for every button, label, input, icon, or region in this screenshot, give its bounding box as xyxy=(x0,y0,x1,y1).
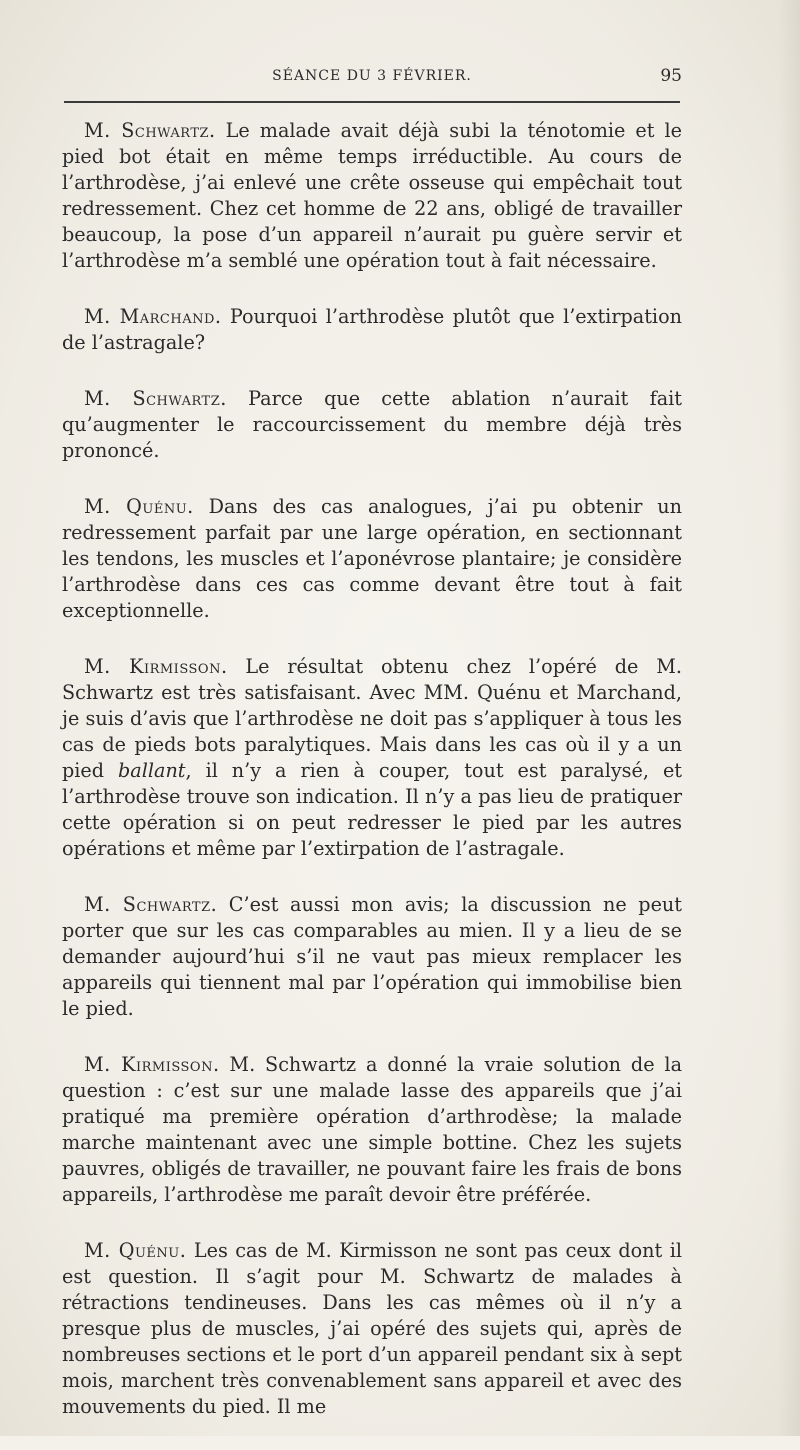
paragraph-schwartz-2 xyxy=(62,386,682,464)
speaker-name: M. Schwartz. xyxy=(84,119,216,142)
paragraph-quenu-1 xyxy=(62,494,682,624)
paragraph-kirmisson-2 xyxy=(62,1052,682,1208)
page-number: 95 xyxy=(660,66,682,86)
paragraph-schwartz-1 xyxy=(62,118,682,274)
paragraph-text: Les cas de M. Kirmisson ne sont pas ceux dont il est question. Il s’agit pour M. Schwartz de malades à rétractions tendineuses. Dans les cas mêmes où il n’y a presque plus de muscles, j’ai opéré des sujets qui, après de nombreuses sections et le port d’un appareil pendant six à sept mois, marchent très convenablement sans appareil et avec des mouvements du pied. Il me xyxy=(62,1239,683,1418)
page-header xyxy=(62,68,682,92)
speaker-name: M. Quénu. xyxy=(84,495,194,518)
running-head: SÉANCE DU 3 FÉVRIER. xyxy=(272,68,472,84)
speaker-name: M. Marchand. xyxy=(84,305,222,328)
body-text xyxy=(62,118,682,1450)
speaker-name: M. Kirmisson. xyxy=(84,1053,220,1076)
paragraph-text: M. Schwartz a donné la vraie solution de la question : c’est sur une malade lasse des appareils que j’ai pratiqué ma première opération d’arthrodèse; la malade marche maintenant avec une simple bottine. Chez les sujets pauvres, obligés de travailler, ne pouvant faire les frais de bons appareils, l’arthrodèse me paraît devoir être préférée. xyxy=(62,1053,683,1206)
speaker-name: M. Schwartz. xyxy=(84,893,218,916)
paragraph-schwartz-3 xyxy=(62,892,682,1022)
speaker-name: M. Kirmisson. xyxy=(84,655,228,678)
paragraph-text: Parce que cette ablation n’aurait fait qu’augmenter le raccourcissement du membre déjà très prononcé. xyxy=(62,387,682,462)
paragraph-text-before: Le résultat obtenu chez l’opéré de M. Schwartz est très satisfaisant. Avec MM. Quénu et Marchand, je suis d’avis que l’arthrodèse ne doit pas s’appliquer à tous les cas de pieds bots paralytiques. Mais dans les cas où il y a un pied xyxy=(62,655,682,782)
paragraph-text: Le malade avait déjà subi la ténotomie et le pied bot était en même temps irréductible. Au cours de l’arthrodèse, j’ai enlevé une crête osseuse qui empêchait tout redressement. Chez cet homme de 22 ans, obligé de travailler beaucoup, la pose d’un appareil n’aurait pu guère servir et l’arthrodèse m’a semblé une opération tout à fait nécessaire. xyxy=(62,119,682,272)
header-rule xyxy=(64,101,680,103)
page-edge-shadow xyxy=(778,0,800,1436)
paragraph-quenu-2 xyxy=(62,1238,682,1420)
paragraph-kirmisson-1 xyxy=(62,654,682,862)
paragraph-text: Dans des cas analogues, j’ai pu obtenir un redressement parfait par une large opération, en sectionnant les tendons, les muscles et l’aponévrose plantaire; je considère l’arthrodèse dans ces cas comme devant être tout à fait exceptionnelle. xyxy=(62,495,683,622)
paragraph-text: Pourquoi l’arthrodèse plutôt que l’extirpation de l’astragale? xyxy=(62,305,682,354)
speaker-name: M. Schwartz. xyxy=(84,387,227,410)
paragraph-text: C’est aussi mon avis; la discussion ne peut porter que sur les cas comparables au mien. Il y a lieu de se demander aujourd’hui s’il ne vaut pas mieux remplacer les appareils qui tiennent mal par l’opération qui immobilise bien le pied. xyxy=(62,893,682,1020)
speaker-name: M. Quénu. xyxy=(84,1239,187,1262)
italic-term: ballant xyxy=(118,759,186,782)
paragraph-marchand xyxy=(62,304,682,356)
paragraph-text-after: , il n’y a rien à couper, tout est paralysé, et l’arthrodèse trouve son indication. Il n’y a pas lieu de pratiquer cette opération si on peut redresser le pied par les autres opérations et même par l’extirpation de l’astragale. xyxy=(62,759,683,860)
